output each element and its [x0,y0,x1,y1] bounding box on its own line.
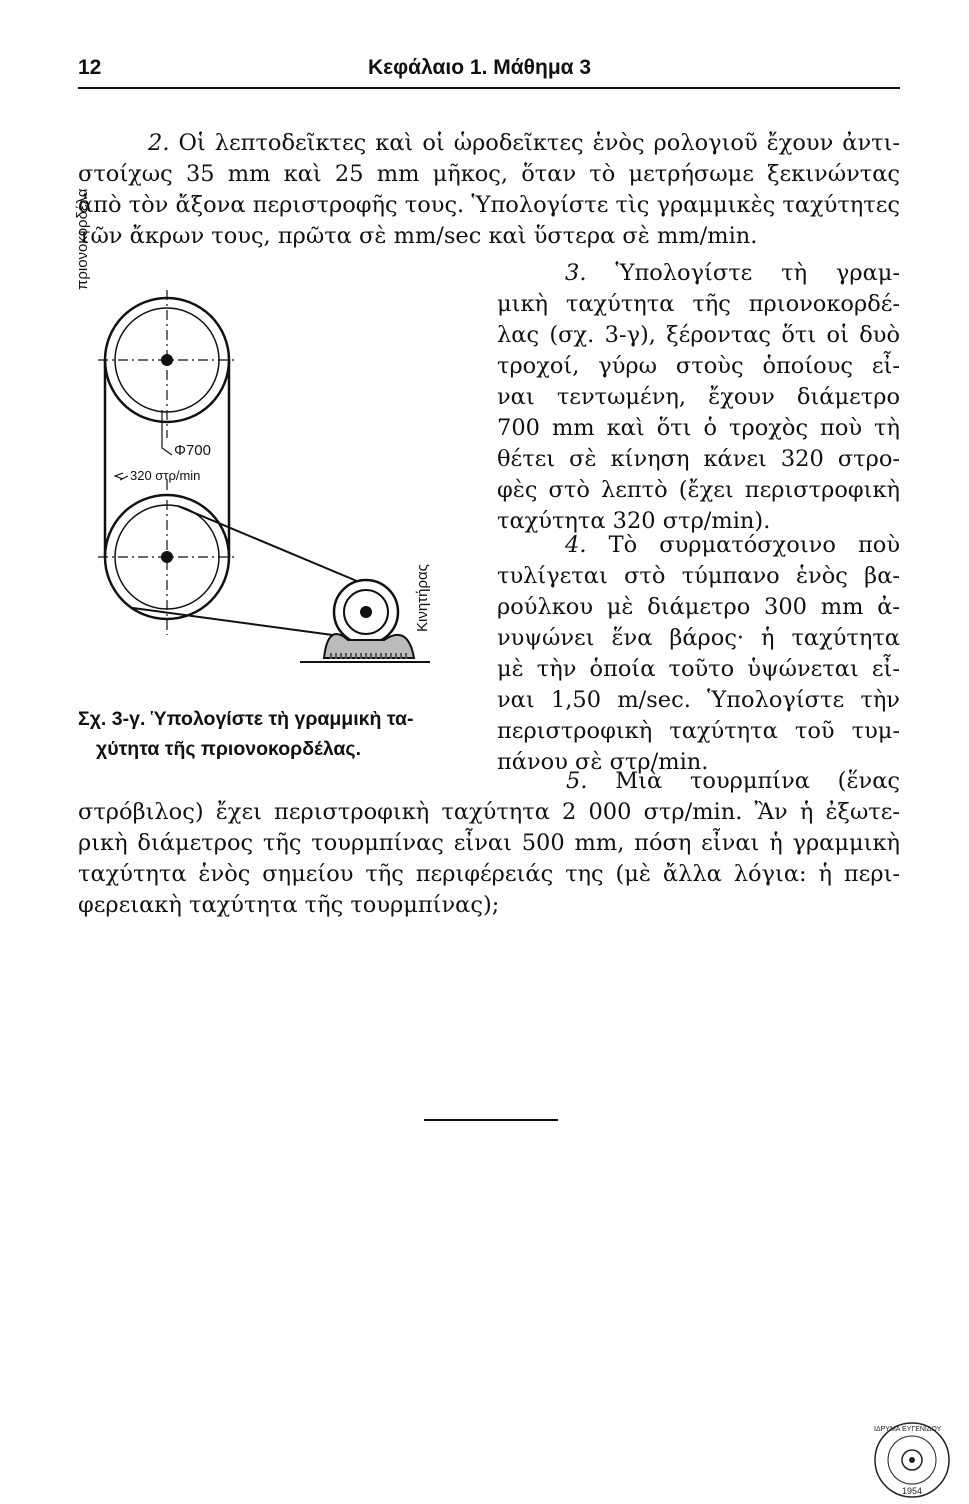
exercise-2-line-2: στοίχως 35 mm καὶ 25 mm μῆκος, ὅταν τὸ μετρήσωμε ξεκινώντας [78,161,900,187]
exercise-2 [78,128,900,252]
running-head: Κεφάλαιο 1. Μάθημα 3 [368,56,592,79]
diameter-label: Φ700 [174,442,211,459]
exercise-4-line-1 [497,530,900,561]
exercise-4 [497,530,900,778]
exercise-number: 3. [565,260,587,286]
header-rule [78,87,900,89]
end-rule [424,1119,558,1121]
speed-label: 320 στρ/min [130,468,201,483]
exercise-5 [78,766,900,921]
exercise-3-line-5: ναι τεντωμένη, ἔχουν διάμετρο [497,384,900,410]
exercise-4-line-8: πάνου σὲ στρ/min. [497,749,709,775]
stamp-year: 1954 [902,1486,923,1496]
figure-caption [78,704,488,764]
exercise-3-line-4: τροχοί, γύρω στοὺς ὁποίους εἶ- [497,353,900,379]
exercise-4-line-4: νυψώνει ἕνα βάρος· ἡ ταχύτητα [497,625,900,651]
exercise-5-line-1 [78,766,900,797]
foundation-stamp [872,1420,952,1500]
exercise-4-line-3: ρούλκου μὲ διάμετρο 300 mm ἀ- [497,594,900,620]
exercise-3-line-3: λας (σχ. 3-γ), ξέροντας ὅτι οἱ δυὸ [497,322,900,348]
exercise-5-line-4: ταχύτητα ἑνὸς σημείου τῆς περιφέρειάς της (μὲ ἄλλα λόγια: ἡ περι- [78,861,900,887]
exercise-5-text: Μιὰ τουρμπίνα (ἕνας [615,768,900,794]
exercise-number: 5. [566,768,588,794]
exercise-4-line-7: περιστροφικὴ ταχύτητα τοῦ τυμ- [497,718,900,744]
exercise-4-line-2: τυλίγεται στὸ τύμπανο ἑνὸς βα- [497,563,900,589]
page-header [78,48,900,88]
exercise-number: 2. [148,130,170,156]
exercise-2-line-1 [78,128,900,159]
exercise-3-line-1 [497,258,900,289]
exercise-4-line-6: ναι 1,50 m/sec. Ὑπολογίστε τὴν [497,687,900,713]
saw-label: πριονοκορδέλα [74,188,91,290]
exercise-3-line-9: ταχύτητα 320 στρ/min). [497,508,771,534]
drive-belt-top [178,506,364,584]
exercise-5-line-2: στρόβιλος) ἔχει περιστροφικὴ ταχύτητα 2 000 στρ/min. Ἂν ἡ ἐξωτε- [78,799,900,825]
exercise-number: 4. [565,532,587,558]
bandsaw-diagram [78,290,498,710]
exercise-5-line-5: φερειακὴ ταχύτητα τῆς τουρμπίνας); [78,892,500,918]
stamp-text: ΙΔΡΥΜΑ ΕΥΓΕΝΙΔΟΥ [874,1426,942,1433]
figure-caption-line-1: Σχ. 3-γ. Ὑπολογίστε τὴ γραμμικὴ τα- [78,708,414,730]
exercise-2-line-3: ἀπὸ τὸν ἄξονα περιστροφῆς τους. Ὑπολογίστε τὶς γραμμικὲς ταχύτητες [78,192,900,218]
exercise-3 [497,258,900,537]
exercise-4-line-5: μὲ τὴν ὁποία τοῦτο ὑψώνεται εἶ- [497,656,900,682]
exercise-2-text: Οἱ λεπτοδεῖκτες καὶ οἱ ὡροδεῖκτες ἑνὸς ρολογιοῦ ἔχουν ἀντι- [178,130,900,156]
exercise-2-line-4: τῶν ἄκρων τους, πρῶτα σὲ mm/sec καὶ ὕστερα σὲ mm/min. [78,223,758,249]
figure-caption-line-2: χύτητα τῆς πριονοκορδέλας. [96,738,361,760]
exercise-3-line-8: φὲς στὸ λεπτὸ (ἔχει περιστροφικὴ [497,477,900,503]
exercise-3-line-2: μικὴ ταχύτητα τῆς πριονοκορδέ- [497,291,900,317]
exercise-4-text: Τὸ συρματόσχοινο ποὺ [608,532,901,558]
motor-label: Κινητήρας [414,564,431,632]
page-number: 12 [78,56,102,79]
exercise-3-line-6: 700 mm καὶ ὅτι ὁ τροχὸς ποὺ τὴ [497,415,900,441]
drive-belt-bottom [133,608,340,636]
exercise-3-line-7: θέτει σὲ κίνηση κάνει 320 στρο- [497,446,900,472]
exercise-5-line-3: ρικὴ διάμετρος τῆς τουρμπίνας εἶναι 500 mm, πόση εἶναι ἡ γραμμικὴ [78,830,900,856]
exercise-3-text: Ὑπολογίστε τὴ γραμ- [615,260,901,286]
